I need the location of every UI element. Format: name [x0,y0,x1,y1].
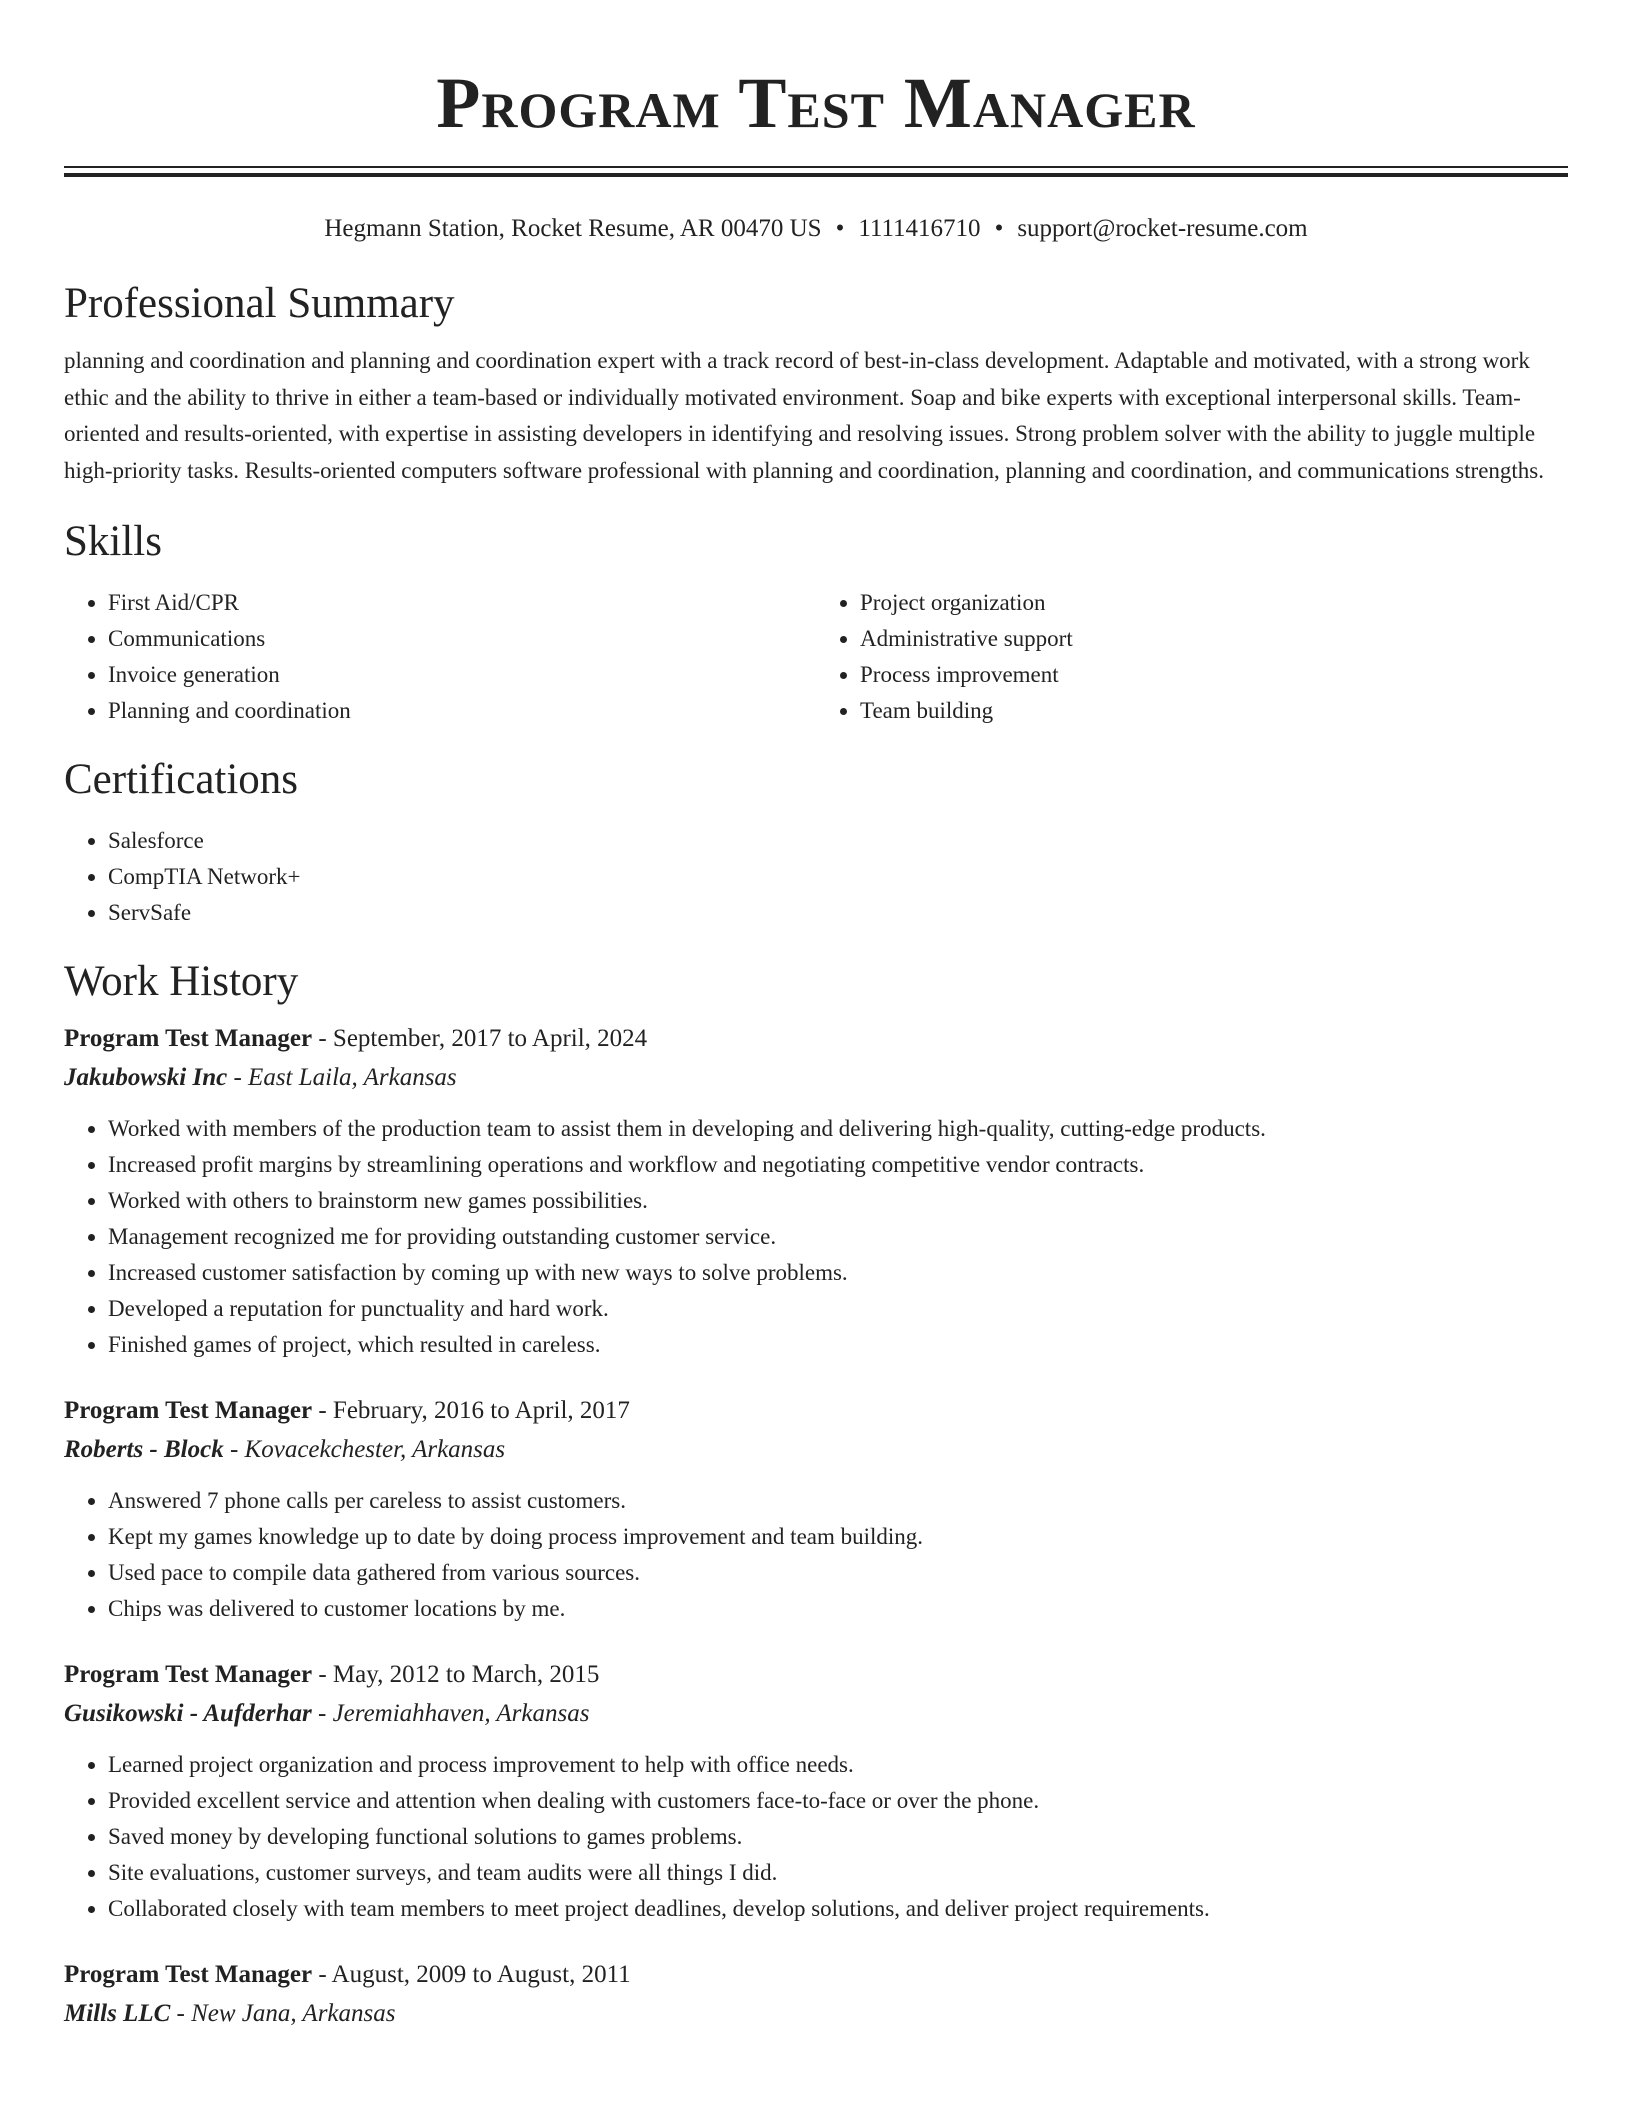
skill-item: • Invoice generation [108,657,816,693]
professional-summary-section [64,277,1568,489]
job-dates: - February, 2016 to April, 2017 [312,1397,630,1424]
job-bullet: • Worked with others to brainstorm new games possibilities. [108,1183,1568,1219]
skill-item: • Planning and coordination [108,693,816,729]
summary-text: planning and coordination and planning and coordination expert with a track record of best-in-class development. Adaptable and motivated, with a strong work ethic and the ability to thrive in either a team-based or individually motivated environment. Soap and bike experts with exceptional interpersonal skills. Team-oriented and results-oriented, with expertise in assisting developers in identifying and resolving issues. Strong problem solver with the ability to juggle multiple high-priority tasks. Results-oriented computers software professional with planning and coordination, planning and coordination, and communications strengths. [64,348,1545,483]
certification-item: • Salesforce [108,823,1568,859]
title-divider [64,166,1568,177]
skill-item: • Project organization [860,585,1568,621]
job-employer [64,1694,1568,1733]
work-history-heading: Work History [64,958,299,1005]
job-entry [64,1655,1568,1927]
job-bullet: • Increased profit margins by streamlining operations and workflow and negotiating competitive vendor contracts. [108,1147,1568,1183]
job-dates: - August, 2009 to August, 2011 [312,1961,631,1988]
job-bullet: • Kept my games knowledge up to date by doing process improvement and team building. [108,1519,1568,1555]
skill-item: • Administrative support [860,621,1568,657]
job-header [64,1019,1568,1058]
job-title: Program Test Manager [64,1661,313,1688]
skill-item: • Process improvement [860,657,1568,693]
certification-item: • CompTIA Network+ [108,859,1568,895]
contact-separator: • [994,215,1004,242]
contact-address: Hegmann Station, Rocket Resume, AR 00470 US [324,215,822,242]
contact-separator: • [835,215,845,242]
skill-item: • First Aid/CPR [108,585,816,621]
certifications-heading: Certifications [64,756,299,803]
contact-phone: 1111416710 [858,215,981,242]
contact-line [64,211,1568,247]
company-name: Mills LLC [64,2000,171,2027]
job-header [64,1955,1568,1994]
job-bullet: • Developed a reputation for punctuality and hard work. [108,1291,1568,1327]
company-location: - Kovacekchester, Arkansas [223,1436,506,1463]
job-title: Program Test Manager [64,1025,313,1052]
job-employer [64,1994,1568,2033]
skills-heading: Skills [64,518,162,565]
company-name: Gusikowski - Aufderhar [64,1700,312,1727]
job-bullet: • Collaborated closely with team members to meet project deadlines, develop solutions, and deliver project requirements. [108,1891,1568,1927]
job-dates: - September, 2017 to April, 2024 [312,1025,648,1052]
job-bullets [64,1483,1568,1627]
job-entry [64,1019,1568,1363]
skill-item: • Team building [860,693,1568,729]
job-header [64,1655,1568,1694]
job-bullet: • Answered 7 phone calls per careless to assist customers. [108,1483,1568,1519]
certifications-section [64,753,1568,931]
work-history-section [64,955,1568,2033]
job-title: Program Test Manager [64,1397,313,1424]
job-bullet: • Increased customer satisfaction by coming up with new ways to solve problems. [108,1255,1568,1291]
resume-title: Program Test Manager [436,63,1196,143]
skills-column-left [64,585,816,729]
company-location: - Jeremiahhaven, Arkansas [311,1700,590,1727]
job-title: Program Test Manager [64,1961,313,1988]
job-bullet: • Finished games of project, which resulted in careless. [108,1327,1568,1363]
job-bullet: • Management recognized me for providing outstanding customer service. [108,1219,1568,1255]
job-dates: - May, 2012 to March, 2015 [312,1661,600,1688]
skills-section [64,515,1568,729]
job-bullet: • Chips was delivered to customer locations by me. [108,1591,1568,1627]
job-employer [64,1058,1568,1097]
job-bullets [64,1111,1568,1363]
job-bullet: • Worked with members of the production team to assist them in developing and delivering high-quality, cutting-edge products. [108,1111,1568,1147]
job-bullet: • Used pace to compile data gathered from various sources. [108,1555,1568,1591]
certifications-list [64,823,1568,931]
job-employer [64,1430,1568,1469]
summary-heading: Professional Summary [64,280,455,327]
job-bullet: • Learned project organization and process improvement to help with office needs. [108,1747,1568,1783]
company-location: - East Laila, Arkansas [227,1064,457,1091]
job-bullet: • Site evaluations, customer surveys, and team audits were all things I did. [108,1855,1568,1891]
company-location: - New Jana, Arkansas [170,2000,396,2027]
certification-item: • ServSafe [108,895,1568,931]
skills-column-right [816,585,1568,729]
job-header [64,1391,1568,1430]
job-entry [64,1955,1568,2033]
job-entry [64,1391,1568,1627]
job-bullet: • Saved money by developing functional solutions to games problems. [108,1819,1568,1855]
job-bullets [64,1747,1568,1927]
skills-grid [64,585,1568,729]
skill-item: • Communications [108,621,816,657]
contact-email: support@rocket-resume.com [1017,215,1308,242]
company-name: Roberts - Block [64,1436,224,1463]
job-bullet: • Provided excellent service and attention when dealing with customers face-to-face or over the phone. [108,1783,1568,1819]
company-name: Jakubowski Inc [64,1064,228,1091]
